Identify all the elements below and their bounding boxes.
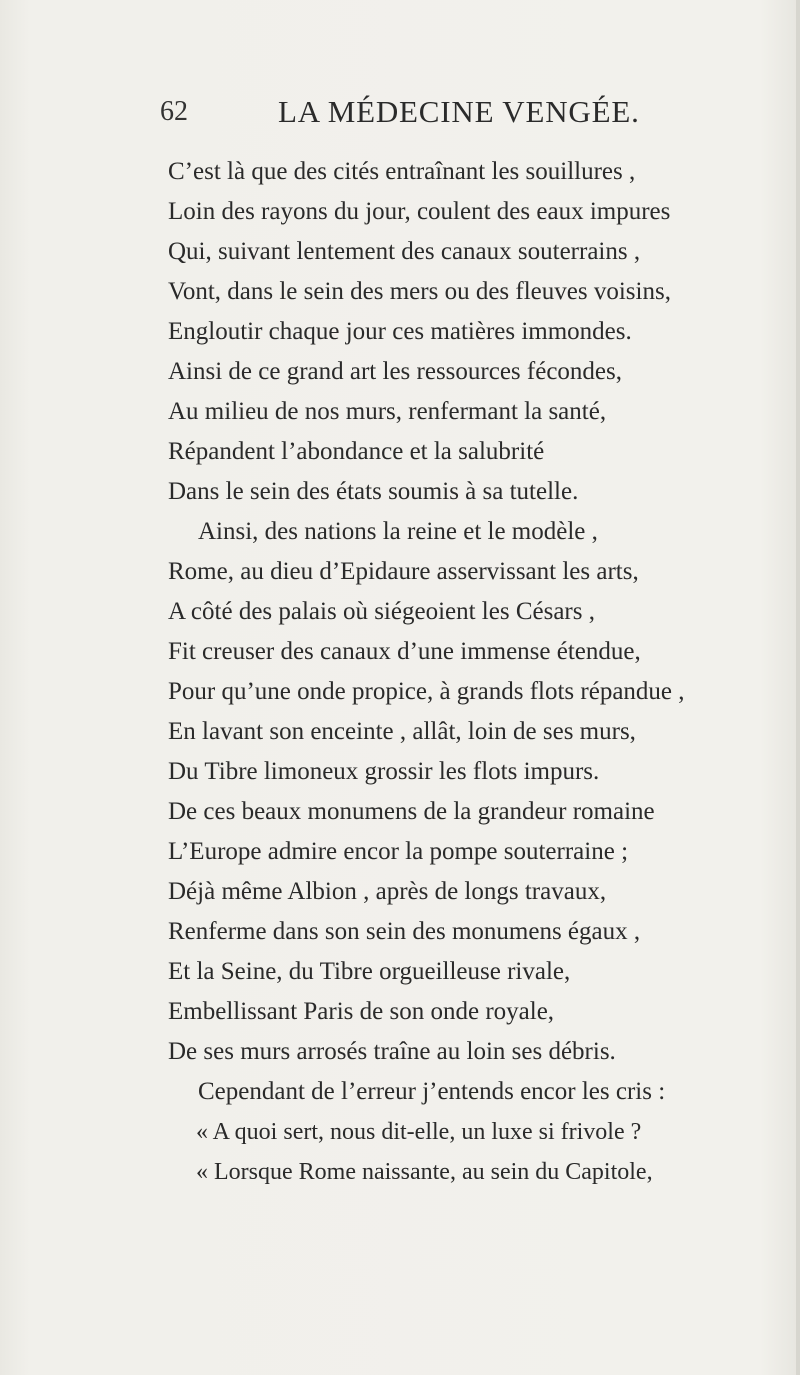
poem-line: Dans le sein des états soumis à sa tutelle. [168,478,579,505]
poem-line: « A quoi sert, nous dit-elle, un luxe si frivole ? [196,1119,642,1145]
poem-line: Fit creuser des canaux d’une immense étendue, [168,638,641,665]
poem-line: Ainsi de ce grand art les ressources fécondes, [168,358,622,385]
poem-line: Vont, dans le sein des mers ou des fleuves voisins, [168,278,671,305]
poem-line: A côté des palais où siégeoient les Césars , [168,598,595,625]
poem-line: En lavant son enceinte , allât, loin de ses murs, [168,718,636,745]
poem-line: Au milieu de nos murs, renfermant la santé, [168,398,607,425]
poem-line: Et la Seine, du Tibre orgueilleuse rivale, [168,958,571,985]
poem-line: Engloutir chaque jour ces matières immondes. [168,318,632,345]
poem-line: « Lorsque Rome naissante, au sein du Capitole, [196,1159,653,1185]
poem-line: Renferme dans son sein des monumens égaux , [168,918,641,945]
poem-line: Loin des rayons du jour, coulent des eaux impures [168,198,671,225]
poem-line: Répandent l’abondance et la salubrité [168,438,545,465]
poem-line: Du Tibre limoneux grossir les flots impurs. [168,758,600,785]
poem-line: Cependant de l’erreur j’entends encor les cris : [198,1078,666,1105]
poem-line: De ces beaux monumens de la grandeur romaine [168,798,655,825]
poem-line: C’est là que des cités entraînant les souillures , [168,158,636,185]
poem-line: De ses murs arrosés traîne au loin ses débris. [168,1038,616,1065]
poem-line: Rome, au dieu d’Epidaure asservissant les arts, [168,558,639,585]
poem-line: Pour qu’une onde propice, à grands flots répandue , [168,678,685,705]
poem-line: L’Europe admire encor la pompe souterraine ; [168,838,629,865]
poem-line: Embellissant Paris de son onde royale, [168,998,555,1025]
page-header [150,86,790,132]
poem-line: Qui, suivant lentement des canaux souterrains , [168,238,641,265]
poem-text [0,155,800,1255]
page-edge [796,0,800,1375]
page-number: 62 [160,96,188,127]
running-head: LA MÉDECINE VENGÉE. [278,94,640,129]
poem-line: Ainsi, des nations la reine et le modèle , [198,518,598,545]
poem-line: Déjà même Albion , après de longs travaux, [168,878,607,905]
